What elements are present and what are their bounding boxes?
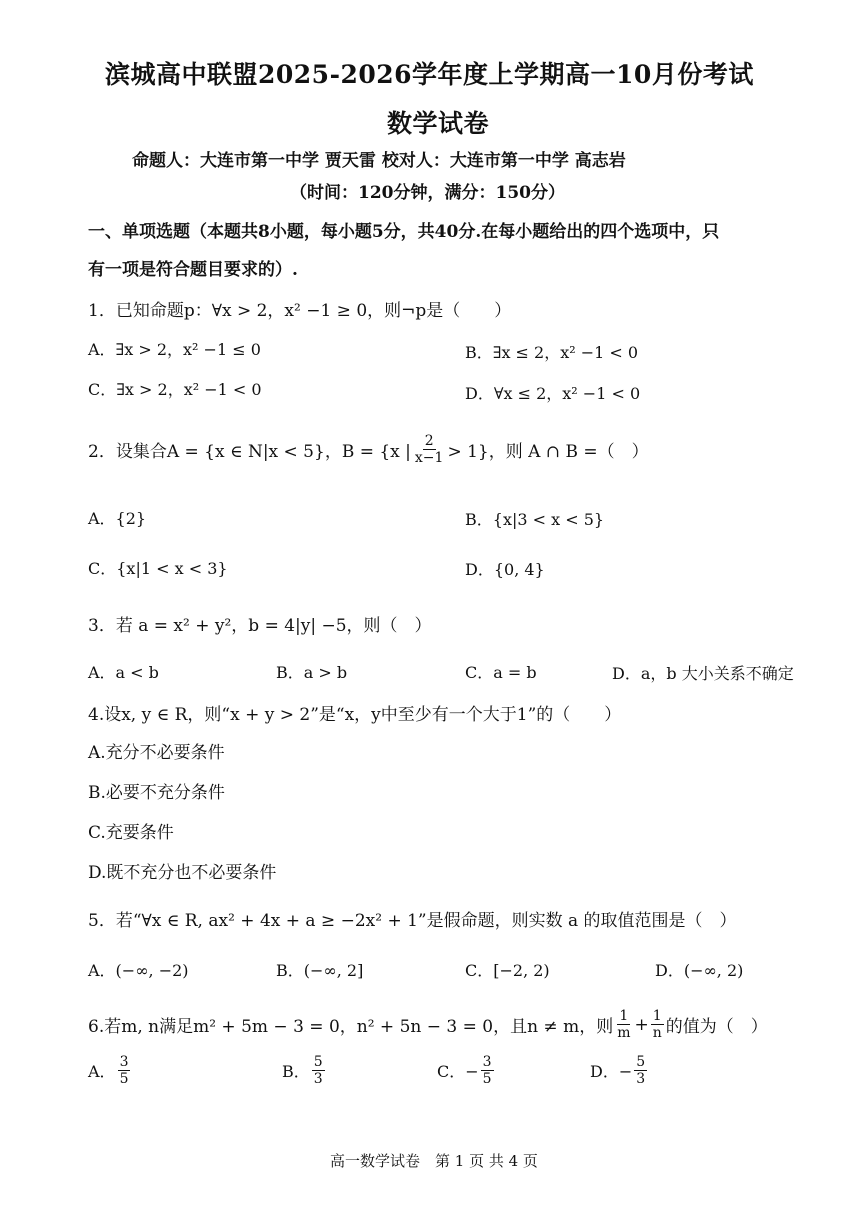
q6-stem-post: 的值为（ ） — [665, 1017, 768, 1038]
q6-option-a-den: 5 — [119, 1071, 129, 1088]
q2-option-b: B．{x|3 < x < 5} — [465, 510, 605, 529]
q6-option-d-frac — [634, 1054, 647, 1087]
section-heading: 一、单项选题（本题共8小题，每小题5分，共40分.在每小题给出的四个选项中，只 — [88, 222, 720, 242]
q6-option-b — [282, 1054, 327, 1087]
q6-frac-2-num: 1 — [652, 1008, 662, 1024]
q2-fraction — [413, 433, 446, 466]
q6-frac-2-den: n — [652, 1025, 662, 1042]
q6-option-c-frac — [481, 1054, 494, 1087]
q5-option-b: B．(−∞, 2] — [276, 961, 364, 980]
q4-option-c: C.充要条件 — [88, 823, 174, 843]
q6-frac-2 — [651, 1008, 664, 1041]
q6-option-d-den: 3 — [636, 1071, 646, 1088]
q6-frac-1-num: 1 — [619, 1008, 629, 1024]
q2-stem-pre: 2．设集合A = {x ∈ N|x < 5}，B = {x | — [88, 442, 411, 463]
q3-option-a: A．a < b — [88, 663, 159, 682]
q2-stem-post: > 1}，则 A ∩ B =（ ） — [447, 442, 649, 463]
q2-frac-den: x−1 — [414, 450, 444, 467]
q2-frac-num: 2 — [424, 433, 434, 449]
q1-option-d: D．∀x ≤ 2，x² −1 < 0 — [465, 384, 641, 403]
q5-option-a: A．(−∞, −2) — [88, 961, 189, 980]
q4-option-a: A.充分不必要条件 — [88, 743, 225, 763]
q3-option-d: D．a，b 大小关系不确定 — [612, 664, 794, 683]
paper-title: 数学试卷 — [387, 109, 490, 138]
section-heading-cont: 有一项是符合题目要求的）. — [88, 260, 298, 280]
question-5-stem: 5．若“∀x ∈ R, ax² + 4x + a ≥ −2x² + 1”是假命题，则实数 a 的取值范围是（ ） — [88, 911, 737, 931]
q6-option-b-label: B． — [282, 1062, 310, 1082]
time-line: （时间：120分钟，满分：150分） — [290, 183, 565, 203]
q1-option-c: C．∃x > 2，x² −1 < 0 — [88, 380, 262, 399]
q3-option-b: B．a > b — [276, 663, 348, 682]
page-footer: 高一数学试卷 第 1 页 共 4 页 — [330, 1152, 538, 1170]
question-2-stem — [88, 433, 649, 466]
q6-plus: + — [634, 1014, 649, 1035]
q6-option-b-frac — [312, 1054, 325, 1087]
q5-option-c: C．[−2, 2) — [465, 961, 550, 980]
q6-option-a-frac — [118, 1054, 131, 1087]
q6-option-b-den: 3 — [313, 1071, 323, 1088]
q6-option-c-num: 3 — [482, 1054, 492, 1070]
q6-option-c-den: 5 — [482, 1071, 492, 1088]
q4-option-d: D.既不充分也不必要条件 — [88, 863, 277, 883]
q1-option-a: A．∃x > 2，x² −1 ≤ 0 — [88, 340, 261, 359]
q2-option-a: A．{2} — [88, 509, 147, 528]
q6-option-d-num: 5 — [636, 1054, 646, 1070]
q2-option-c: C．{x|1 < x < 3} — [88, 559, 228, 578]
q6-option-d-label: D．− — [590, 1062, 633, 1082]
q4-option-b: B.必要不充分条件 — [88, 783, 225, 803]
q6-option-b-num: 5 — [313, 1054, 323, 1070]
exam-title: 滨城高中联盟2025-2026学年度上学期高一10月份考试 — [105, 60, 754, 89]
q2-option-d: D．{0, 4} — [465, 560, 545, 579]
question-4-stem: 4.设x, y ∈ R，则“x + y > 2”是“x，y中至少有一个大于1”的（ ） — [88, 705, 622, 725]
q6-frac-1 — [615, 1008, 632, 1041]
q6-stem-pre: 6.若m, n满足m² + 5m − 3 = 0，n² + 5n − 3 = 0，且n ≠ m，则 — [88, 1017, 614, 1038]
q6-option-c-label: C．− — [437, 1062, 479, 1082]
q6-option-c — [437, 1054, 496, 1087]
question-1-stem: 1．已知命题p：∀x > 2，x² −1 ≥ 0，则¬p是（ ） — [88, 301, 512, 321]
question-6-stem — [88, 1008, 768, 1041]
question-3-stem: 3．若 a = x² + y²，b = 4|y| −5，则（ ） — [88, 616, 432, 636]
q1-option-b: B．∃x ≤ 2，x² −1 < 0 — [465, 343, 639, 362]
q5-option-d: D．(−∞, 2) — [655, 961, 744, 980]
q6-option-a-label: A． — [88, 1062, 116, 1082]
q6-option-a — [88, 1054, 132, 1087]
q6-frac-1-den: m — [617, 1025, 631, 1042]
q3-option-c: C．a = b — [465, 663, 537, 682]
authors-line: 命题人：大连市第一中学 贾天雷 校对人：大连市第一中学 高志岩 — [132, 151, 626, 171]
q6-option-a-num: 3 — [119, 1054, 129, 1070]
q6-option-d — [590, 1054, 649, 1087]
